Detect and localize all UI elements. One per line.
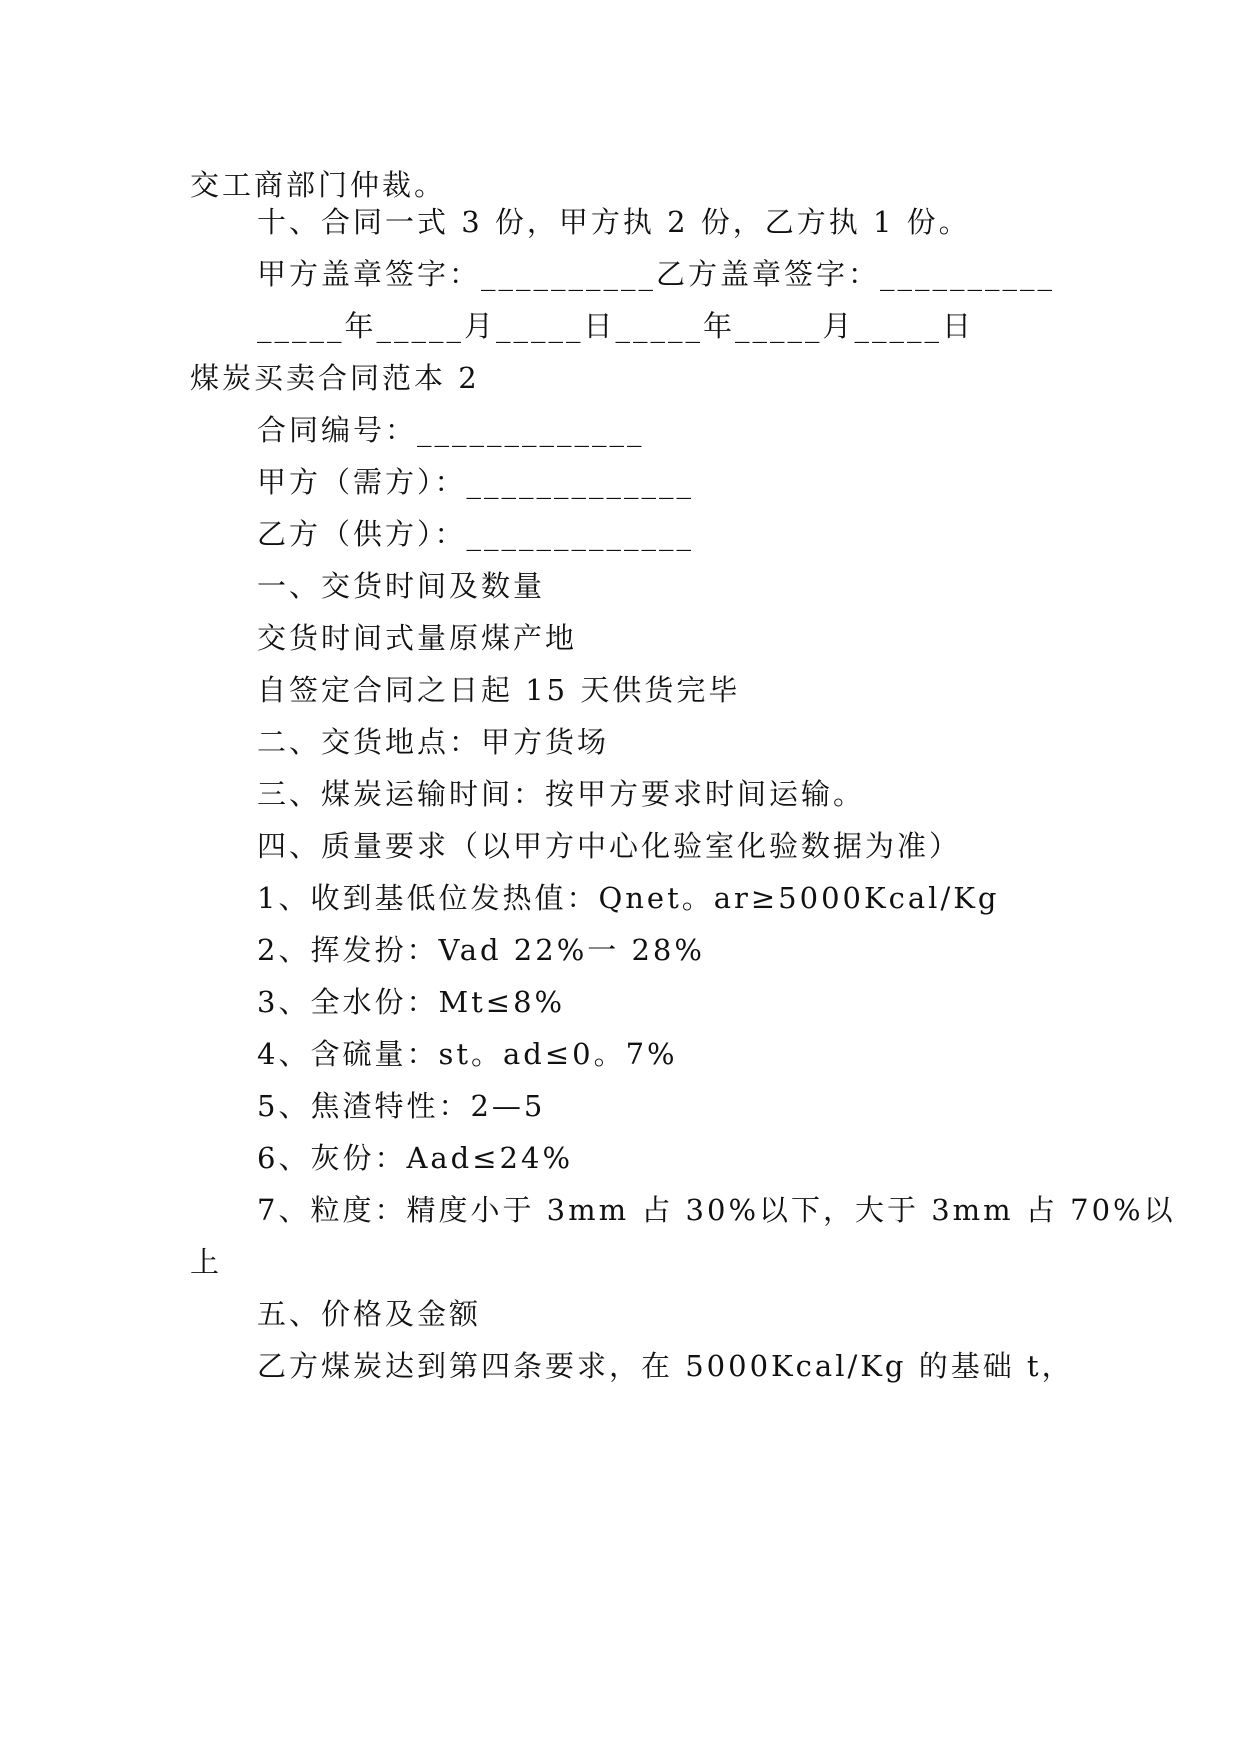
contract-number-line: 合同编号：_____________ bbox=[257, 413, 645, 447]
signature-line: 甲方盖章签字：__________乙方盖章签字：__________ bbox=[257, 257, 1056, 291]
party-b-line: 乙方（供方）：_____________ bbox=[257, 517, 695, 551]
quality-item-7: 7、粒度：精度小于 3mm 占 30%以下，大于 3mm 占 70%以 bbox=[257, 1193, 1176, 1227]
quality-item-3: 3、全水份：Mt≤8% bbox=[257, 985, 566, 1019]
quality-item-4: 4、含硫量：st。ad≤0。7% bbox=[257, 1037, 678, 1071]
delivery-table-header: 交货时间式量原煤产地 bbox=[257, 621, 578, 655]
clause-2-delivery-place: 二、交货地点：甲方货场 bbox=[257, 725, 610, 759]
clause-10-copies: 十、合同一式 3 份，甲方执 2 份，乙方执 1 份。 bbox=[257, 205, 971, 239]
quality-item-5: 5、焦渣特性：2—5 bbox=[257, 1089, 546, 1123]
clause-3-transport-time: 三、煤炭运输时间：按甲方要求时间运输。 bbox=[257, 777, 866, 811]
section-title-template-2: 煤炭买卖合同范本 2 bbox=[190, 361, 480, 395]
price-paragraph: 乙方煤炭达到第四条要求，在 5000Kcal/Kg 的基础 t， bbox=[257, 1349, 1074, 1383]
text-line-arbitration: 交工商部门仲裁。 bbox=[190, 168, 447, 202]
quality-item-2: 2、挥发扮：Vad 22%一 28% bbox=[257, 933, 705, 967]
quality-item-7-continued: 上 bbox=[190, 1245, 223, 1279]
quality-item-1: 1、收到基低位发热值：Qnet。ar≥5000Kcal/Kg bbox=[257, 881, 1000, 915]
clause-5-price-heading: 五、价格及金额 bbox=[257, 1297, 482, 1331]
clause-1-heading: 一、交货时间及数量 bbox=[257, 569, 546, 603]
clause-4-quality-heading: 四、质量要求（以甲方中心化验室化验数据为准） bbox=[257, 829, 962, 863]
delivery-schedule: 自签定合同之日起 15 天供货完毕 bbox=[257, 673, 741, 707]
quality-item-6: 6、灰份：Aad≤24% bbox=[257, 1141, 574, 1175]
date-line: _____年_____月_____日_____年_____月_____日 bbox=[257, 309, 975, 343]
party-a-line: 甲方（需方）：_____________ bbox=[257, 465, 695, 499]
